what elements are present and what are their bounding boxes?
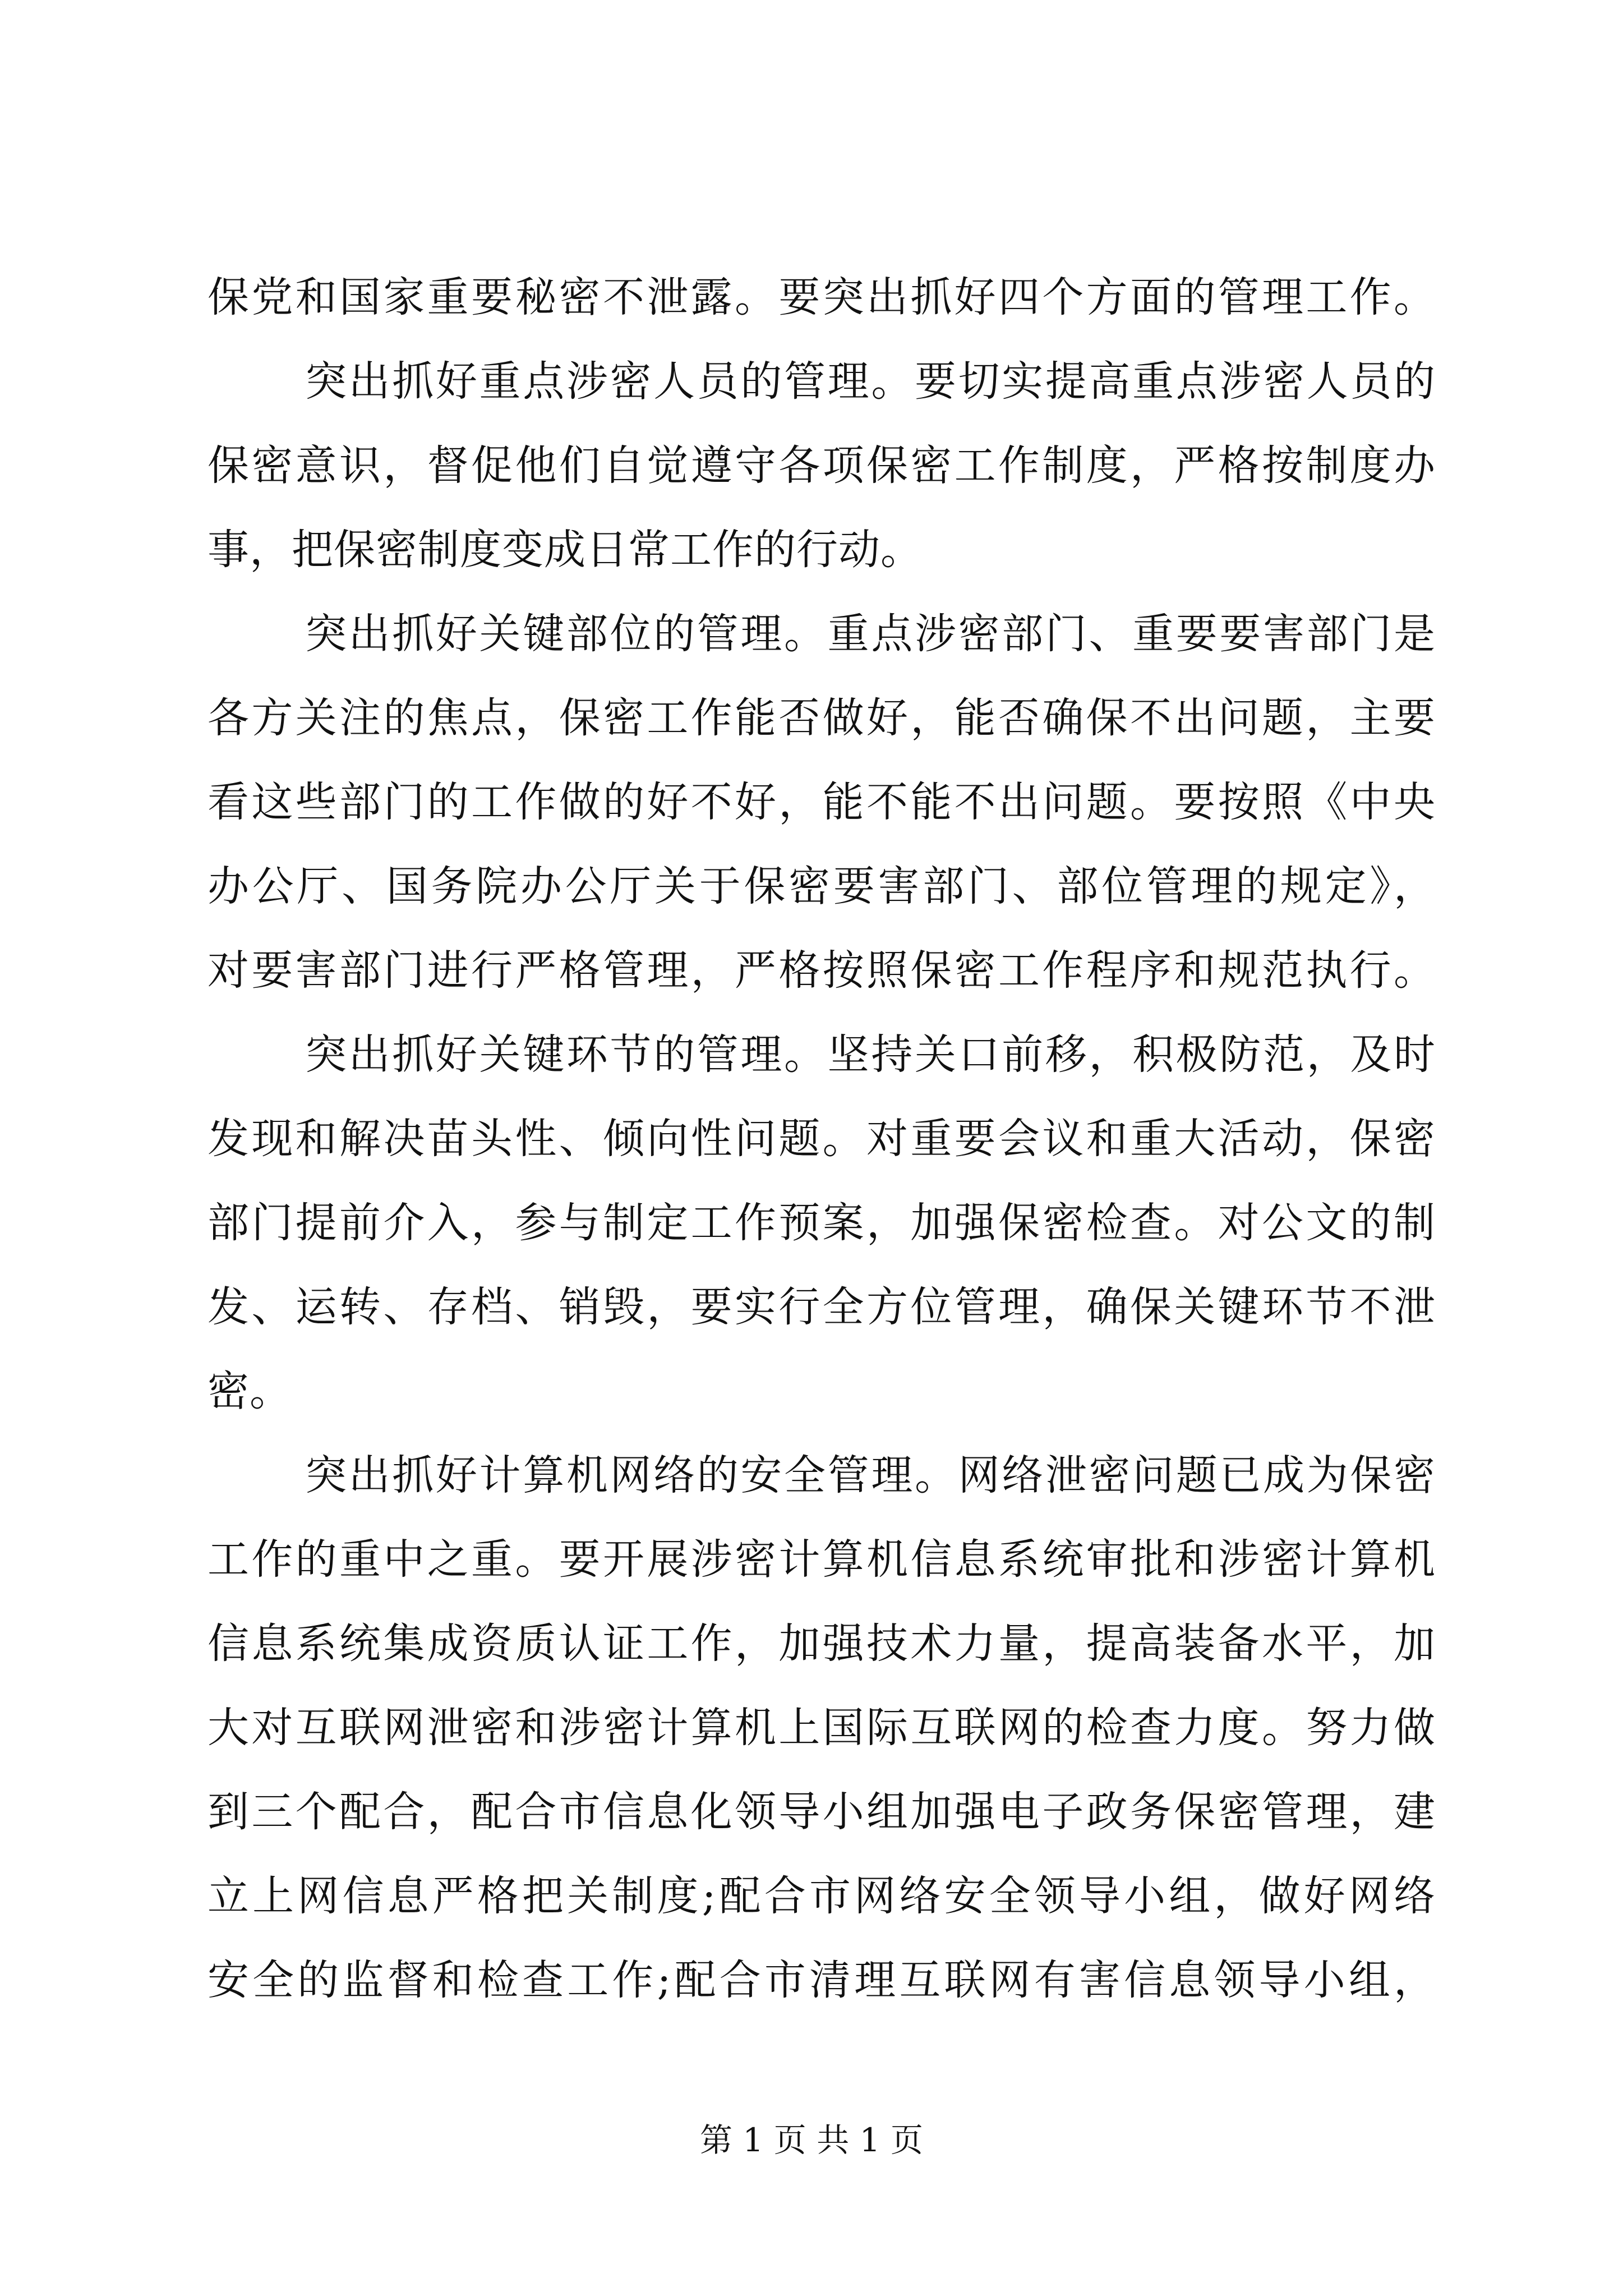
text-line: 立上网信息严格把关制度;配合市网络安全领导小组，做好网络 — [208, 1872, 1436, 1920]
text-line: 保党和国家重要秘密不泄露。要突出抓好四个方面的管理工作。 — [208, 273, 1436, 321]
text-line: 发、运转、存档、销毁，要实行全方位管理，确保关键环节不泄 — [208, 1283, 1436, 1331]
text-line: 工作的重中之重。要开展涉密计算机信息系统审批和涉密计算机 — [208, 1535, 1436, 1584]
paragraph-first-line: 突出抓好计算机网络的安全管理。网络泄密问题已成为保密 — [305, 1451, 1436, 1499]
text-line: 各方关注的焦点，保密工作能否做好，能否确保不出问题，主要 — [208, 694, 1436, 742]
page-number-footer: 第 1 页 共 1 页 — [700, 2121, 923, 2159]
text-line: 对要害部门进行严格管理，严格按照保密工作程序和规范执行。 — [208, 946, 1436, 995]
paragraph-first-line: 突出抓好关键部位的管理。重点涉密部门、重要要害部门是 — [305, 610, 1436, 658]
text-line: 密。 — [208, 1367, 292, 1415]
text-line: 大对互联网泄密和涉密计算机上国际互联网的检查力度。努力做 — [208, 1704, 1436, 1752]
paragraph-first-line: 突出抓好关键环节的管理。坚持关口前移，积极防范，及时 — [305, 1030, 1436, 1079]
text-line: 到三个配合，配合市信息化领导小组加强电子政务保密管理，建 — [208, 1788, 1436, 1836]
text-line: 部门提前介入，参与制定工作预案，加强保密检查。对公文的制 — [208, 1199, 1436, 1247]
text-line: 保密意识，督促他们自觉遵守各项保密工作制度，严格按制度办 — [208, 441, 1436, 490]
document-body — [208, 255, 1436, 2022]
paragraph-first-line: 突出抓好重点涉密人员的管理。要切实提高重点涉密人员的 — [305, 357, 1436, 406]
text-line: 看这些部门的工作做的好不好，能不能不出问题。要按照《中央 — [208, 778, 1436, 826]
text-line: 安全的监督和检查工作;配合市清理互联网有害信息领导小组， — [208, 1956, 1436, 2004]
text-line: 发现和解决苗头性、倾向性问题。对重要会议和重大活动，保密 — [208, 1115, 1436, 1163]
text-line: 事，把保密制度变成日常工作的行动。 — [208, 526, 923, 574]
text-line: 信息系统集成资质认证工作，加强技术力量，提高装备水平，加 — [208, 1619, 1436, 1668]
text-line: 办公厅、国务院办公厅关于保密要害部门、部位管理的规定》， — [208, 862, 1436, 910]
